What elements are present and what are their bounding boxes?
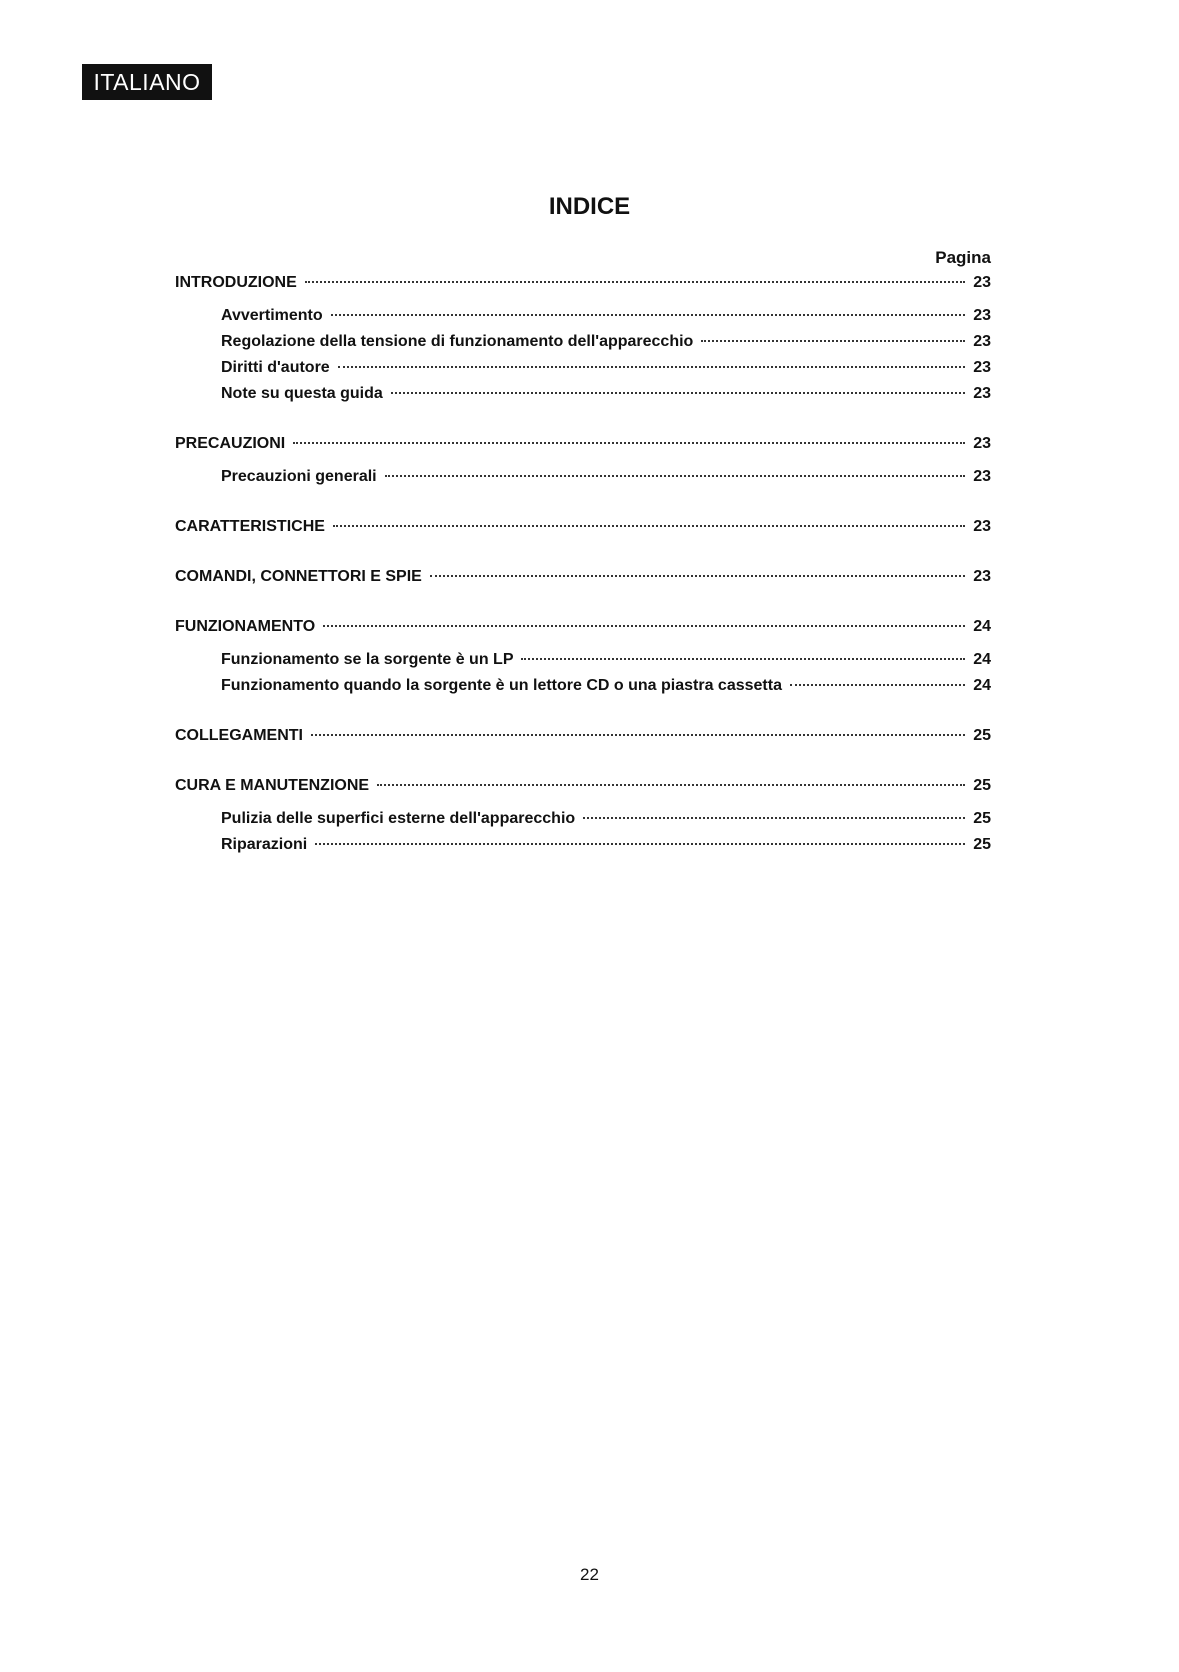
toc-entry-label: CARATTERISTICHE [175,518,325,535]
toc-subentry-page: 23 [973,385,991,402]
toc-subentry-note-guida[interactable] [175,381,991,407]
toc-subentry-page: 23 [973,333,991,350]
dot-leader [311,734,965,736]
toc-subentry-funzionamento-cd[interactable] [175,673,991,699]
toc-entry-label: FUNZIONAMENTO [175,618,316,635]
toc-entry-precauzioni[interactable] [175,431,991,457]
toc-subentry-page: 24 [973,651,991,668]
page-number: 22 [580,1565,599,1584]
toc-entry-label: PRECAUZIONI [175,435,286,452]
dot-leader [331,314,965,316]
dot-leader [333,525,965,527]
toc-entry-page: 25 [973,727,991,744]
dot-leader [293,442,965,444]
dot-leader [521,658,965,660]
toc-subentry-page: 23 [973,359,991,376]
toc-subentry-page: 25 [973,836,991,853]
toc-entry-page: 25 [973,777,991,794]
toc-subentry-label: Precauzioni generali [221,468,377,485]
toc-entry-label: COMANDI, CONNETTORI E SPIE [175,568,422,585]
toc-subentry-avvertimento[interactable] [175,303,991,329]
toc-subentry-label: Funzionamento se la sorgente è un LP [221,651,514,668]
toc-subentry-label: Riparazioni [221,836,308,853]
dot-leader [701,340,965,342]
dot-leader [790,684,965,686]
page-column-label: Pagina [935,248,991,267]
dot-leader [315,843,965,845]
dot-leader [391,392,965,394]
toc-entry-label: COLLEGAMENTI [175,727,303,744]
dot-leader [377,784,965,786]
table-of-contents [175,246,991,858]
toc-subentry-page: 25 [973,810,991,827]
toc-entry-label: CURA E MANUTENZIONE [175,777,370,794]
toc-subentry-label: Note su questa guida [221,385,383,402]
toc-entry-cura-manutenzione[interactable] [175,773,991,799]
toc-subentry-funzionamento-lp[interactable] [175,647,991,673]
toc-subentry-label: Pulizia delle superfici esterne dell'apparecchio [221,810,576,827]
toc-entry-introduzione[interactable] [175,270,991,296]
toc-entry-funzionamento[interactable] [175,614,991,640]
toc-subentry-label: Regolazione della tensione di funzionamento dell'apparecchio [221,333,694,350]
toc-entry-page: 23 [973,274,991,291]
toc-subentry-label: Funzionamento quando la sorgente è un lettore CD o una piastra cassetta [221,677,782,694]
toc-subentry-pulizia[interactable] [175,806,991,832]
toc-subentry-page: 24 [973,677,991,694]
toc-subentry-diritti-autore[interactable] [175,355,991,381]
toc-subentry-regolazione-tensione[interactable] [175,329,991,355]
dot-leader [385,475,965,477]
toc-subentry-page: 23 [973,468,991,485]
toc-entry-page: 23 [973,518,991,535]
toc-subentry-page: 23 [973,307,991,324]
language-badge: ITALIANO [82,64,212,100]
toc-entry-collegamenti[interactable] [175,723,991,749]
toc-entry-comandi[interactable] [175,564,991,590]
dot-leader [430,575,965,577]
dot-leader [583,817,965,819]
toc-subentry-precauzioni-generali[interactable] [175,464,991,490]
toc-subentry-label: Avvertimento [221,307,323,324]
toc-entry-page: 24 [973,618,991,635]
toc-entry-label: INTRODUZIONE [175,274,297,291]
page-title: INDICE [548,193,631,220]
dot-leader [323,625,965,627]
toc-subentry-label: Diritti d'autore [221,359,330,376]
dot-leader [338,366,965,368]
dot-leader [305,281,965,283]
toc-entry-caratteristiche[interactable] [175,514,991,540]
toc-entry-page: 23 [973,435,991,452]
toc-entry-page: 23 [973,568,991,585]
toc-subentry-riparazioni[interactable] [175,832,991,858]
